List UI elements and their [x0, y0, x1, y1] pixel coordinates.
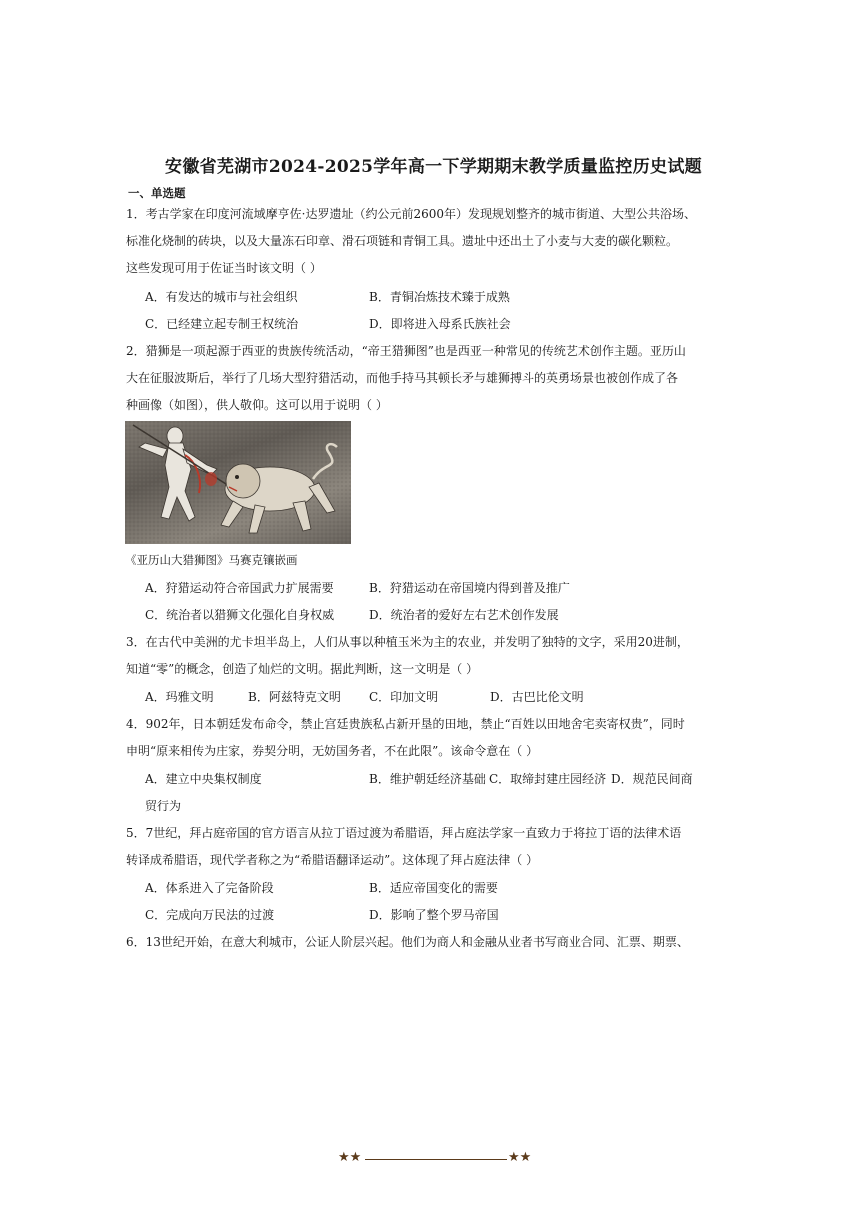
q3-option-b: B．阿兹特克文明 — [248, 690, 341, 704]
q4-option-d: D．规范民间商 — [611, 772, 693, 786]
q2-option-a: A．狩猎运动符合帝国武力扩展需要 — [145, 581, 334, 595]
question-4-line: 4．902年，日本朝廷发布命令，禁止宫廷贵族私占新开垦的田地，禁止“百姓以田地舍宅卖寄权贵”，同时 — [126, 717, 685, 731]
footer-stars-right: ★★ — [508, 1150, 532, 1165]
question-1-line: 这些发现可用于佐证当时该文明（ ） — [126, 261, 322, 275]
q4-option-d-continued: 贸行为 — [145, 799, 182, 813]
q2-option-b: B．狩猎运动在帝国境内得到普及推广 — [369, 581, 570, 595]
question-4-line: 申明“原来相传为庄家，券契分明，无妨国务者，不在此限”。该命令意在（ ） — [126, 744, 539, 758]
question-3-line: 知道“零”的概念，创造了灿烂的文明。据此判断，这一文明是（ ） — [126, 662, 479, 676]
question-1-line: 1．考古学家在印度河流域摩亨佐·达罗遗址（约公元前2600年）发现规划整齐的城市街道、大型公共浴场、 — [126, 207, 696, 221]
question-6-line: 6．13世纪开始，在意大利城市，公证人阶层兴起。他们为商人和金融从业者书写商业合同、汇票、期票、 — [126, 935, 689, 949]
q5-option-d: D．影响了整个罗马帝国 — [369, 908, 499, 922]
question-2-line: 大在征服波斯后，举行了几场大型狩猎活动，而他手持马其顿长矛与雄狮搏斗的英勇场景也被创作成了各 — [126, 371, 679, 385]
q1-option-b: B．青铜冶炼技术臻于成熟 — [369, 290, 510, 304]
q3-option-d: D．古巴比伦文明 — [490, 690, 584, 704]
q4-option-a: A．建立中央集权制度 — [145, 772, 262, 786]
question-1-line: 标准化烧制的砖块，以及大量冻石印章、滑石项链和青铜工具。遗址中还出土了小麦与大麦的碳化颗粒。 — [126, 234, 679, 248]
question-4 — [126, 711, 700, 765]
image-caption: 《亚历山大猎狮图》马赛克镶嵌画 — [125, 553, 298, 567]
mosaic-image — [125, 421, 351, 544]
question-2-line: 种画像（如图），供人敬仰。这可以用于说明（ ） — [126, 398, 388, 412]
q5-option-a: A．体系进入了完备阶段 — [145, 881, 274, 895]
footer-rule — [365, 1159, 507, 1160]
q1-option-d: D．即将进入母系氏族社会 — [369, 317, 511, 331]
footer-stars-left: ★★ — [338, 1150, 362, 1165]
q5-option-b: B．适应帝国变化的需要 — [369, 881, 498, 895]
question-3-line: 3．在古代中美洲的尤卡坦半岛上，人们从事以种植玉米为主的农业，并发明了独特的文字，采用20进制， — [126, 635, 689, 649]
question-2-line: 2．猎狮是一项起源于西亚的贵族传统活动，“帝王猎狮图”也是西亚一种常见的传统艺术创作主题。亚历山 — [126, 344, 686, 358]
q4-option-c: C．取缔封建庄园经济 — [489, 772, 607, 786]
q1-option-c: C．已经建立起专制王权统治 — [145, 317, 299, 331]
section-heading: 一、单选题 — [128, 186, 186, 200]
q2-option-c: C．统治者以猎狮文化强化自身权威 — [145, 608, 335, 622]
q1-option-a: A．有发达的城市与社会组织 — [145, 290, 298, 304]
page-title: 安徽省芜湖市2024-2025学年高一下学期期末教学质量监控历史试题 — [165, 157, 702, 177]
q3-option-c: C．印加文明 — [369, 690, 439, 704]
question-5-line: 转译成希腊语，现代学者称之为“希腊语翻译运动”。这体现了拜占庭法律（ ） — [126, 853, 539, 867]
q2-option-d: D．统治者的爱好左右艺术创作发展 — [369, 608, 559, 622]
question-6 — [126, 929, 700, 956]
question-5-line: 5．7世纪，拜占庭帝国的官方语言从拉丁语过渡为希腊语，拜占庭法学家一直致力于将拉丁语的法律术语 — [126, 826, 682, 840]
question-2 — [126, 338, 700, 419]
question-5 — [126, 820, 700, 874]
q3-option-a: A．玛雅文明 — [145, 690, 214, 704]
question-3 — [126, 629, 700, 683]
q4-option-b: B．维护朝廷经济基础 — [369, 772, 486, 786]
q5-option-c: C．完成向万民法的过渡 — [145, 908, 275, 922]
question-1 — [126, 201, 700, 282]
